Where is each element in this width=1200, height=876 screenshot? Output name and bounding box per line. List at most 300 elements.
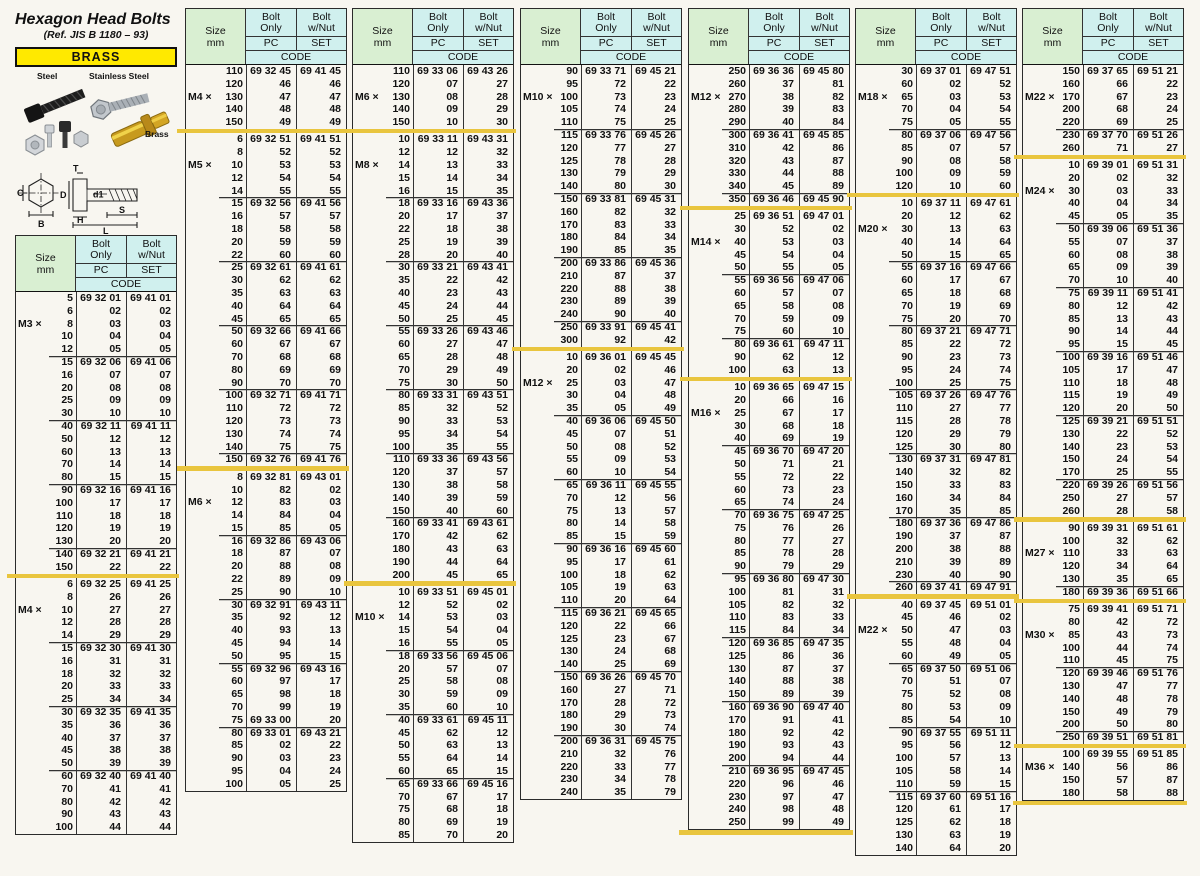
thread-size-label [689,637,722,650]
table-row [353,389,513,402]
length-cell: 50 [901,624,913,637]
thread-size-label [856,517,889,530]
set-code-cell: 48 [296,103,346,116]
set-code-cell: 42 [126,796,176,809]
series-divider-line [679,830,853,835]
table-row [186,133,346,146]
set-code-cell: 79 [966,428,1016,441]
pc-code-cell: 53 [749,236,799,249]
pc-code-cell: 69 33 36 [413,453,463,466]
length-cell: 95 [1068,338,1080,351]
thread-size-label [353,210,386,223]
table-row [186,313,346,326]
pc-code-cell: 81 [749,586,799,599]
size-group [186,325,346,389]
set-code-cell: 42 [631,334,681,347]
size-group [856,727,1016,791]
pc-code-cell: 40 [413,505,463,518]
thread-size-label [1023,415,1056,428]
thread-size-label [856,701,889,714]
table-row [353,103,513,116]
table-row [521,351,681,364]
pc-code-cell: 54 [916,714,966,727]
set-code-cell: 59 [631,530,681,543]
pc-code-cell: 58 [1083,787,1133,800]
pc-code-cell: 23 [916,351,966,364]
set-code-cell: 03 [799,236,849,249]
length-cell: 20 [231,560,243,573]
thread-size-label [353,287,386,300]
pc-code-cell: 83 [581,219,631,232]
size-group [16,420,176,484]
length-cell: 120 [722,637,749,650]
set-code-cell: 07 [966,675,1016,688]
table-row [689,458,849,471]
length-cell: 230 [560,773,578,786]
length-cell: 55 [386,325,413,338]
table-row [689,300,849,313]
thread-size-label [689,496,722,509]
pc-code-cell: 75 [246,441,296,454]
pc-code-cell: 10 [916,180,966,193]
set-code-cell: 10 [799,325,849,338]
thread-size-label [1023,680,1056,693]
length-cell: 35 [398,274,410,287]
length-cell: 150 [225,116,243,129]
table-row [186,249,346,262]
thread-size-label [856,829,889,842]
table-row [521,295,681,308]
set-code-cell: 69 43 36 [463,197,513,210]
table-row [521,581,681,594]
set-code-cell: 04 [296,509,346,522]
pc-code-cell: 09 [581,453,631,466]
set-header: SET [463,37,513,51]
bolt-only-header: Bolt Only [413,9,463,37]
pc-code-cell: 69 33 76 [581,129,631,142]
set-code-cell: 74 [966,364,1016,377]
length-cell: 160 [895,491,913,504]
table-row [353,816,513,829]
set-code-cell: 35 [1133,210,1183,223]
size-group [16,578,176,642]
length-cell: 70 [61,782,73,795]
thread-size-label [689,791,722,804]
table-row [521,466,681,479]
table-row [186,103,346,116]
table-row [521,206,681,219]
thread-size-label [16,629,49,642]
pc-header: PC [76,264,126,278]
table-row [856,517,1016,530]
length-cell: 90 [398,415,410,428]
table-row [16,420,176,433]
pc-code-cell: 33 [413,415,463,428]
pc-code-cell: 73 [246,415,296,428]
table-row [689,236,849,249]
thread-size-label [1023,535,1056,548]
length-cell: 90 [566,65,578,77]
pc-code-cell: 42 [749,142,799,155]
size-group [856,261,1016,325]
pc-code-cell: 52 [413,599,463,612]
thread-size-label [186,236,219,249]
length-cell: 125 [1056,415,1083,428]
table-row [689,432,849,445]
set-code-cell: 12 [966,739,1016,752]
pc-code-cell: 03 [246,752,296,765]
size-group [856,453,1016,517]
pc-code-cell: 39 [916,556,966,569]
length-cell: 60 [734,483,746,496]
thread-size-label [521,581,554,594]
pc-code-cell: 34 [581,773,631,786]
pc-code-cell: 69 33 16 [413,197,463,210]
pc-code-cell: 23 [581,633,631,646]
thread-size-label: M30 × [1025,628,1055,641]
length-cell: 45 [901,611,913,624]
set-code-cell: 70 [296,377,346,390]
length-cell: 140 [560,658,578,671]
table-row [689,142,849,155]
pc-code-cell: 56 [916,739,966,752]
table-row [689,249,849,262]
size-group [521,415,681,479]
thread-size-label [16,305,49,318]
pc-code-cell: 85 [246,522,296,535]
thread-size-label [521,142,554,155]
pc-code-cell: 92 [749,727,799,740]
set-code-cell: 43 [1133,313,1183,326]
thread-size-label [1023,667,1056,680]
length-cell: 110 [896,402,913,415]
table-row [186,402,346,415]
pc-code-cell: 89 [246,573,296,586]
thread-size-label [689,560,722,573]
pc-code-cell: 30 [916,441,966,454]
pc-code-cell: 65 [246,313,296,326]
size-group [689,445,849,509]
size-column-header: Size mm [521,9,581,64]
thread-size-label [856,765,889,778]
thread-size-label: M22 × [858,624,888,637]
length-cell: 40 [398,287,410,300]
table-row [353,377,513,390]
length-cell: 80 [219,727,246,740]
table-row [16,591,176,604]
set-code-cell: 27 [631,142,681,155]
pc-code-cell: 69 33 26 [413,325,463,338]
table-row [856,727,1016,740]
set-code-cell: 69 41 56 [296,197,346,210]
thread-size-label [856,543,889,556]
set-code-cell: 69 43 16 [296,663,346,676]
thread-size-label [16,668,49,681]
table-row [689,420,849,433]
length-cell: 220 [1062,116,1080,129]
thread-size-label [186,611,219,624]
table-row [353,714,513,727]
pc-code-cell: 10 [76,407,126,420]
length-cell: 210 [895,555,913,568]
thread-size-label [1023,654,1056,667]
thread-size-label [689,351,722,364]
pc-code-cell: 69 33 66 [413,778,463,791]
length-cell: 12 [231,171,243,184]
thread-size-label [521,206,554,219]
length-cell: 40 [386,714,413,727]
table-row [521,78,681,91]
length-cell: 30 [734,223,746,236]
pc-code-cell: 69 33 61 [413,714,463,727]
set-code-cell: 69 41 40 [126,770,176,783]
length-cell: 60 [49,770,76,783]
thread-size-label [16,796,49,809]
thread-size-label [353,492,386,505]
table-row [856,142,1016,155]
set-code-cell: 09 [126,394,176,407]
table-row [689,752,849,765]
length-cell: 40 [734,432,746,445]
pc-code-cell: 43 [76,808,126,821]
length-cell: 8 [67,590,73,603]
pc-code-cell: 20 [76,535,126,548]
thread-size-label [689,167,722,180]
bolt-only-header: Bolt Only [749,9,799,37]
pc-code-cell: 72 [749,471,799,484]
length-cell: 30 [386,261,413,274]
length-cell: 50 [734,261,746,274]
pc-code-cell: 34 [76,693,126,706]
set-code-cell: 04 [126,330,176,343]
thread-size-label [16,330,49,343]
pc-code-cell: 86 [749,650,799,663]
pc-code-cell: 90 [581,308,631,321]
table-row [521,180,681,193]
pc-code-cell: 12 [581,492,631,505]
set-code-cell: 20 [966,842,1016,855]
table-row [353,65,513,78]
length-cell: 105 [895,765,913,778]
length-cell: 60 [61,445,73,458]
thread-size-label [186,535,219,548]
set-code-cell: 69 51 51 [1133,415,1183,428]
table-row [16,616,176,629]
set-code-cell: 34 [463,172,513,185]
table-row [353,415,513,428]
set-code-cell: 27 [1133,142,1183,155]
set-code-cell: 69 43 31 [463,133,513,146]
size-group [186,197,346,261]
pc-code-cell: 69 36 61 [749,338,799,351]
pc-code-cell: 32 [413,402,463,415]
thread-size-label [353,338,386,351]
thread-size-label [186,210,219,223]
set-code-cell: 69 45 31 [631,193,681,206]
set-code-cell: 69 41 30 [126,642,176,655]
set-code-cell: 38 [631,283,681,296]
table-row [689,573,849,586]
pc-code-cell: 74 [749,496,799,509]
pc-code-cell: 07 [76,369,126,382]
table-row [353,701,513,714]
thread-size-label [689,210,722,223]
size-group [186,453,346,466]
thread-size-label [521,129,554,142]
pc-code-cell: 29 [916,428,966,441]
pc-code-cell: 50 [1083,718,1133,731]
set-code-cell: 28 [799,547,849,560]
thread-size-label [16,522,49,535]
length-cell: 75 [398,376,410,389]
table-row [856,543,1016,556]
pc-code-cell: 33 [581,761,631,774]
length-cell: 250 [728,65,746,77]
dim-label-b: B [38,219,45,229]
length-cell: 340 [728,180,746,193]
set-code-cell: 29 [463,103,513,116]
table-row [521,428,681,441]
pc-code-cell: 52 [246,146,296,159]
length-cell: 45 [398,299,410,312]
table-row [856,351,1016,364]
thread-size-label [689,432,722,445]
thread-size-label [186,778,219,791]
set-code-cell: 02 [296,484,346,497]
pc-code-cell: 43 [1083,629,1133,642]
pc-code-cell: 69 33 81 [581,193,631,206]
length-cell: 60 [734,287,746,300]
pc-code-cell: 35 [581,786,631,799]
pc-code-cell: 66 [1083,78,1133,91]
pc-header: PC [246,37,296,51]
thread-size-label [353,675,386,688]
table-row [353,91,513,104]
table-row [521,219,681,232]
thread-size-label [353,65,386,78]
pc-code-cell: 77 [581,142,631,155]
length-cell: 130 [728,662,746,675]
size-group [1023,159,1183,223]
pc-code-cell: 15 [413,185,463,198]
size-group [856,325,1016,389]
thread-size-label [856,505,889,518]
size-group [186,663,346,727]
thread-size-label [689,471,722,484]
thread-size-label [1023,402,1056,415]
pc-code-cell: 56 [1083,761,1133,774]
pc-code-cell: 65 [413,765,463,778]
set-code-cell: 72 [296,402,346,415]
size-group [521,321,681,347]
length-cell: 260 [728,77,746,90]
pc-code-cell: 72 [246,402,296,415]
table-row [521,321,681,334]
table-row [353,116,513,129]
table-row [521,257,681,270]
thread-size-label [856,453,889,466]
thread-size-label [1023,300,1056,313]
thread-size-label [16,535,49,548]
pc-code-cell: 05 [246,778,296,791]
thread-size-label [856,739,889,752]
length-cell: 65 [734,299,746,312]
thread-size-label [521,633,554,646]
set-code-cell: 69 51 81 [1133,731,1183,744]
length-cell: 210 [560,747,578,760]
set-code-cell: 77 [966,402,1016,415]
thread-size-label [353,103,386,116]
table-row [521,761,681,774]
page-subtitle: (Ref. JIS B 1180 – 93) [43,29,149,41]
thread-size-label [186,428,219,441]
table-row [521,244,681,257]
thread-size-label [353,765,386,778]
set-code-cell: 32 [1133,172,1183,185]
thread-size-label [689,180,722,193]
table-row [521,492,681,505]
table-row [856,569,1016,582]
pc-code-cell: 23 [413,287,463,300]
length-cell: 140 [392,103,410,116]
set-code-cell: 69 43 01 [296,471,346,484]
length-cell: 330 [728,167,746,180]
pc-code-cell: 13 [76,446,126,459]
pc-code-cell: 04 [246,765,296,778]
size-group [689,381,849,445]
size-group [186,727,346,791]
pc-code-cell: 69 36 31 [581,735,631,748]
pc-code-cell: 94 [246,637,296,650]
length-cell: 8 [67,317,73,330]
table-row [186,377,346,390]
length-cell: 150 [55,560,73,573]
thread-size-label [856,663,889,676]
table-row [16,693,176,706]
table-row [186,547,346,560]
table-row [1023,441,1183,454]
pc-code-cell: 69 32 21 [76,548,126,561]
set-code-cell: 19 [126,522,176,535]
set-code-cell: 04 [799,249,849,262]
pc-code-cell: 17 [916,274,966,287]
pc-code-cell: 87 [749,663,799,676]
table-row [186,172,346,185]
set-code-cell: 42 [463,274,513,287]
length-cell: 10 [61,603,73,616]
length-cell: 80 [1068,615,1080,628]
pc-code-cell: 60 [246,249,296,262]
length-cell: 115 [554,607,581,620]
length-cell: 80 [901,701,913,714]
pc-code-cell: 34 [413,428,463,441]
length-cell: 140 [560,180,578,193]
pc-code-cell: 22 [76,561,126,574]
set-code-cell: 47 [1133,364,1183,377]
table-row [1023,236,1183,249]
pc-code-cell: 69 32 96 [246,663,296,676]
thread-size-label [521,453,554,466]
bolt-only-header: Bolt Only [76,236,126,264]
table-row [1023,693,1183,706]
pc-code-cell: 12 [916,210,966,223]
pc-code-cell: 09 [916,167,966,180]
pc-code-cell: 14 [1083,325,1133,338]
set-code-cell: 55 [296,185,346,198]
length-cell: 60 [901,77,913,90]
pc-code-cell: 42 [76,796,126,809]
length-cell: 45 [398,726,410,739]
